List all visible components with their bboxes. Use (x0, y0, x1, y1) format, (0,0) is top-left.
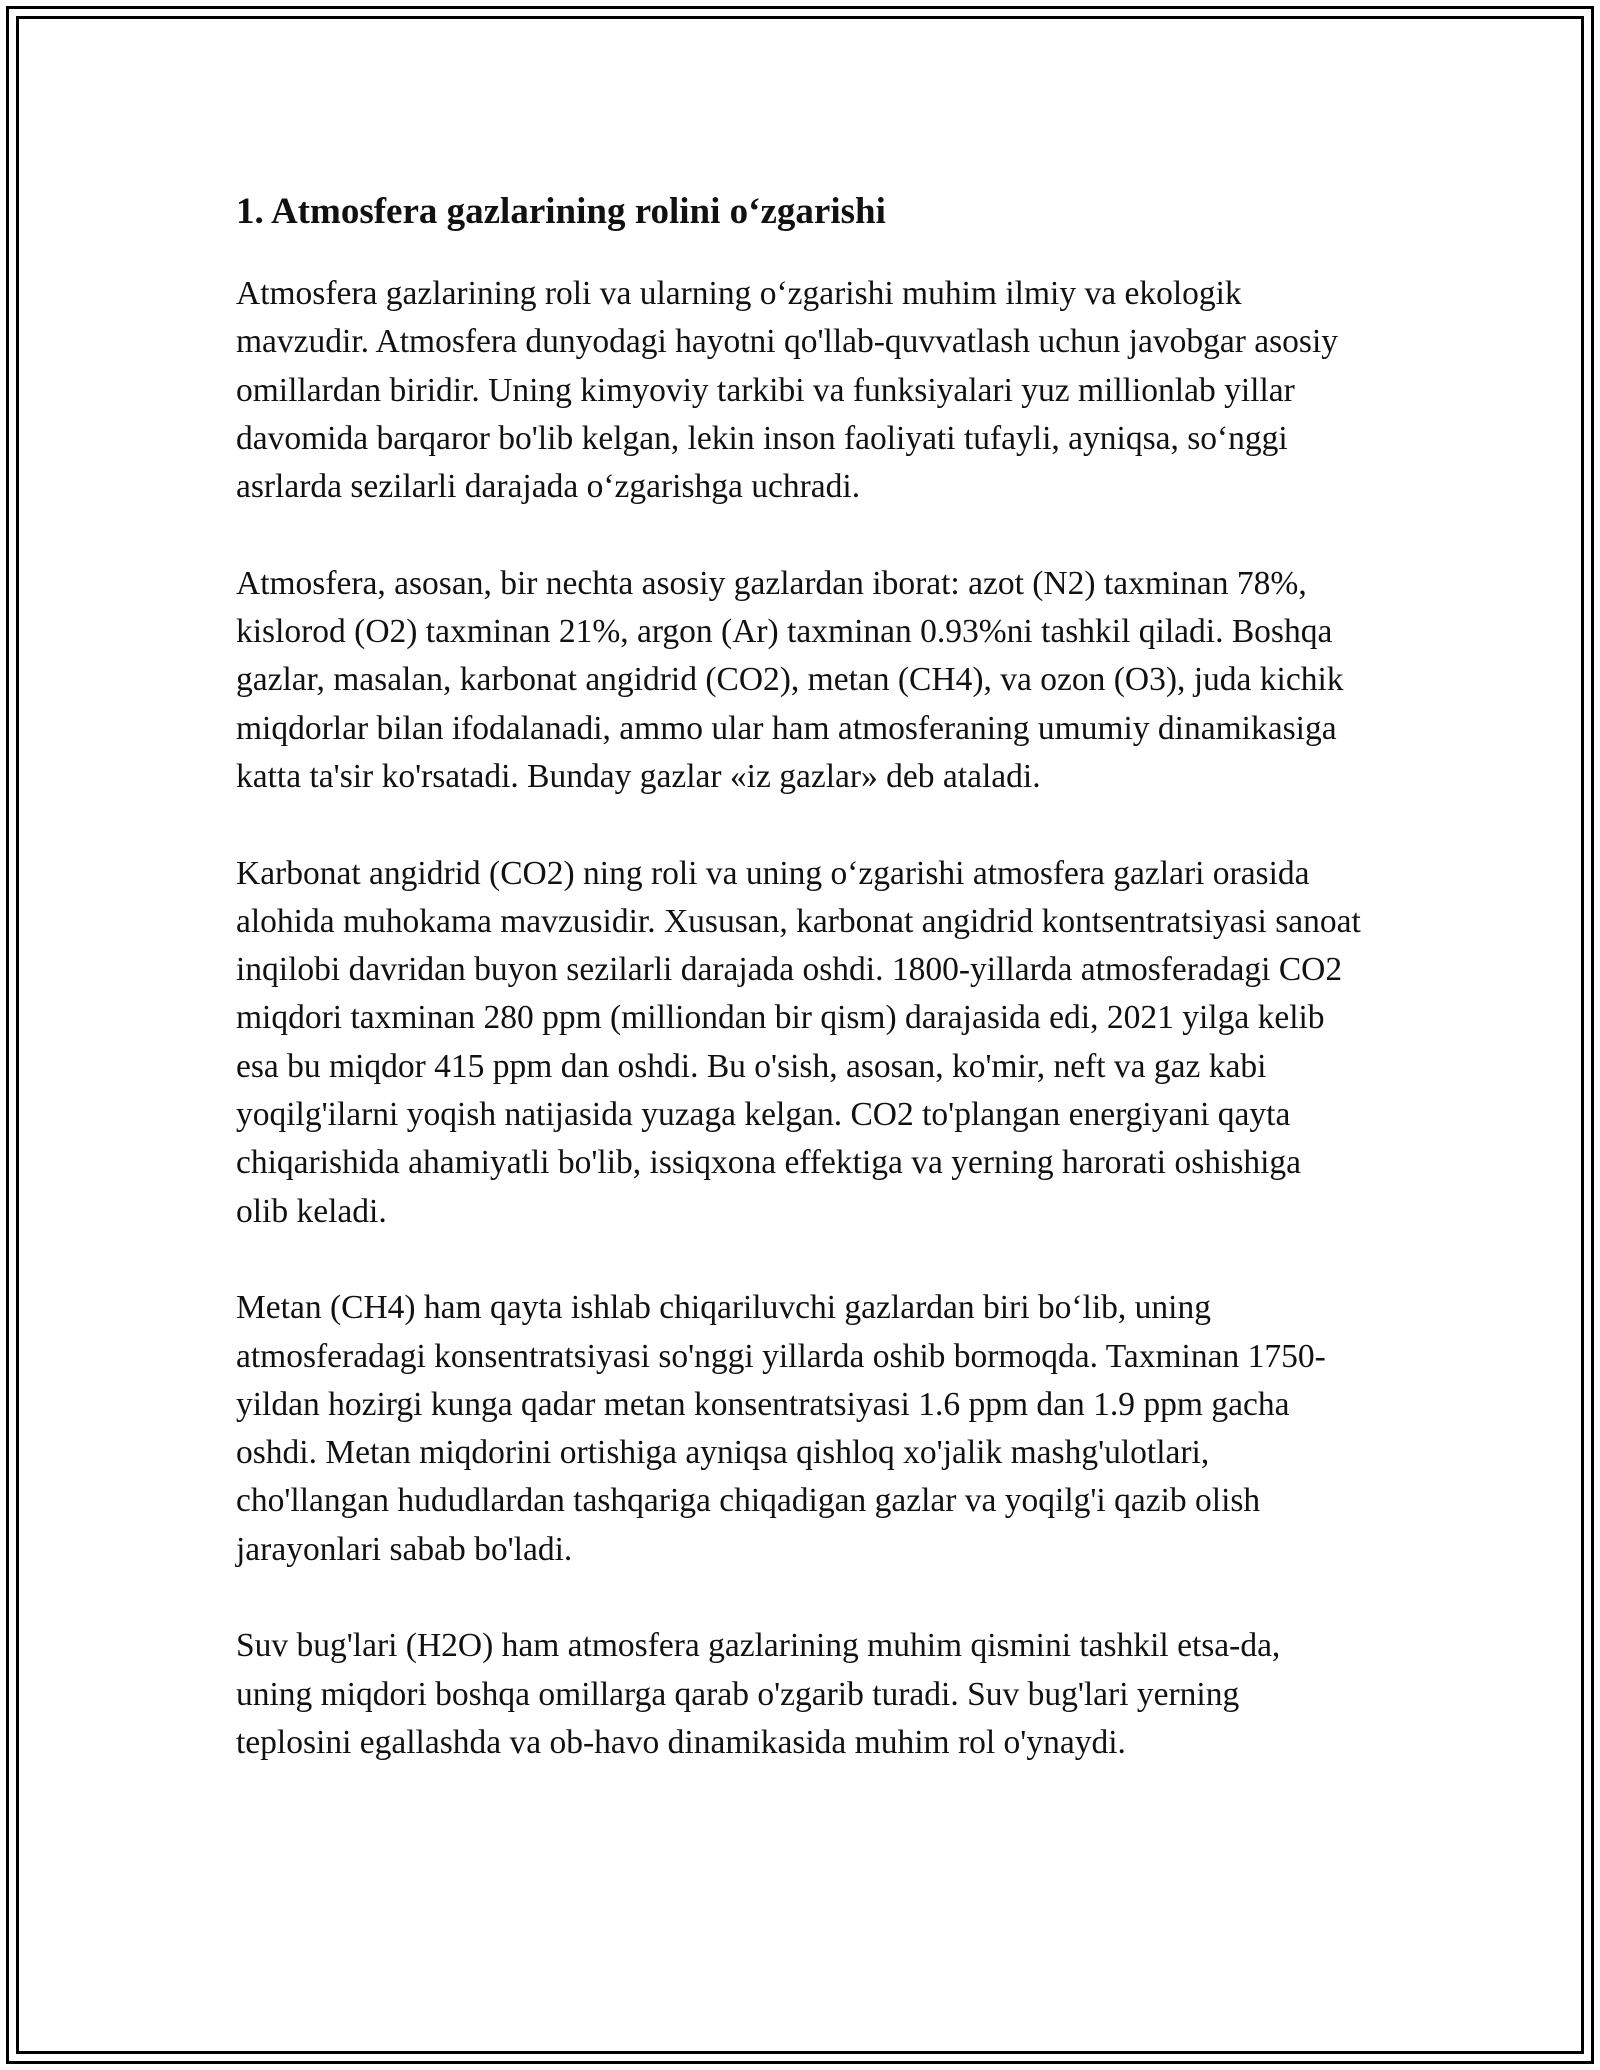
paragraph-intro: Atmosfera gazlarining roli va ularning o‘zgarishi muhim ilmiy va ekologik mavzudir. Atmosfera dunyodagi hayotni qo'llab-quvvatlash uchun javobgar asosiy omillardan biridir. Uning kimyoviy tarkibi va funksiyalari yuz millionlab yillar davomida barqaror bo'lib kelgan, lekin inson faoliyati tufayli, ayniqsa, so‘nggi asrlarda sezilarli darajada o‘zgarishga uchradi. (236, 275, 1338, 506)
paragraph-composition: Atmosfera, asosan, bir nechta asosiy gazlardan iborat: azot (N2) taxminan 78%, kislorod (O2) taxminan 21%, argon (Ar) taxminan 0.93%ni tashkil qiladi. Boshqa gazlar, masalan, karbonat angidrid (CO2), metan (CH4), va ozon (O3), juda kichik miqdorlar bilan ifodalanadi, ammo ular ham atmosferaning umumiy dinamikasiga katta ta'sir ko'rsatadi. Bunday gazlar «iz gazlar» deb ataladi. (236, 564, 1344, 795)
paragraph-co2: Karbonat angidrid (CO2) ning roli va uning o‘zgarishi atmosfera gazlari orasida alohida muhokama mavzusidir. Xususan, karbonat angidrid kontsentratsiyasi sanoat inqilobi davridan buyon sezilarli darajada oshdi. 1800-yillarda atmosferadagi CO2 miqdori taxminan 280 ppm (milliondan bir qism) darajasida edi, 2021 yilga kelib esa bu miqdor 415 ppm dan oshdi. Bu o'sish, asosan, ko'mir, neft va gaz kabi yoqilg'ilarni yoqish natijasida yuzaga kelgan. CO2 to'plangan energiyani qayta chiqarishida ahamiyatli bo'lib, issiqxona effektiga va yerning harorati oshishiga olib keladi. (236, 854, 1361, 1230)
paragraph-methane: Metan (CH4) ham qayta ishlab chiqariluvchi gazlardan biri bo‘lib, uning atmosferadagi konsentratsiyasi so'nggi yillarda oshib bormoqda. Taxminan 1750-yildan hozirgi kunga qadar metan konsentratsiyasi 1.6 ppm dan 1.9 ppm gacha oshdi. Metan miqdorini ortishiga ayniqsa qishloq xo'jalik mashg'ulotlari, cho'llangan hududlardan tashqariga chiqadigan gazlar va yoqilg'i qazib olish jarayonlari sabab bo'ladi. (236, 1289, 1326, 1568)
document-body (236, 188, 1361, 1816)
paragraph-water-vapor: Suv bug'lari (H2O) ham atmosfera gazlarining muhim qismini tashkil etsa-da, uning miqdori boshqa omillarga qarab o'zgarib turadi. Suv bug'lari yerning teplosini egallashda va ob-havo dinamikasida muhim rol o'ynaydi. (236, 1627, 1281, 1761)
section-title: 1. Atmosfera gazlarining rolini o‘zgarishi (236, 191, 886, 232)
